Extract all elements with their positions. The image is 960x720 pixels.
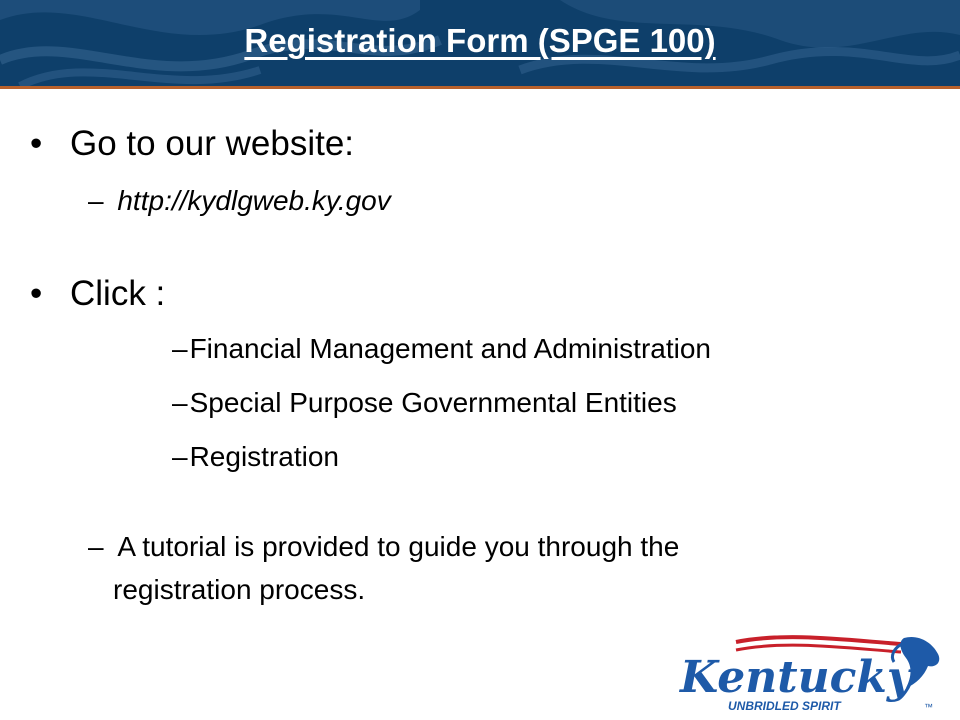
header-rule — [0, 86, 960, 89]
website-url-link[interactable]: http://kydlgweb.ky.gov — [117, 185, 391, 216]
logo-tagline: UNBRIDLED SPIRIT — [728, 699, 841, 713]
dash-marker: – — [88, 531, 104, 562]
logo-wordmark: Kentucky — [680, 652, 913, 703]
item-go-to-website: Go to our website: — [70, 124, 355, 163]
website-url-line — [88, 185, 391, 217]
slide-header — [0, 0, 960, 86]
trademark-mark: ™ — [924, 702, 933, 712]
bullet-icon: • — [30, 274, 43, 313]
click-step-special-purpose — [172, 387, 677, 419]
dash-marker: – — [172, 333, 188, 364]
step-text: Registration — [189, 441, 339, 472]
item-click: Click : — [70, 274, 166, 313]
step-text: Financial Management and Administration — [189, 333, 711, 364]
dash-marker: – — [172, 441, 188, 472]
dash-marker: – — [172, 387, 188, 418]
step-text: Special Purpose Governmental Entities — [189, 387, 677, 418]
click-step-financial-management — [172, 333, 711, 365]
slide-title: Registration Form (SPGE 100) — [244, 22, 716, 59]
kentucky-unbridled-spirit-logo — [676, 632, 950, 718]
bullet-icon: • — [30, 124, 43, 163]
tutorial-line-1 — [88, 531, 679, 563]
tutorial-text-2: registration process. — [113, 574, 366, 605]
dash-marker: – — [88, 185, 104, 216]
tutorial-text-1: A tutorial is provided to guide you through the — [117, 531, 680, 562]
click-step-registration — [172, 441, 339, 473]
